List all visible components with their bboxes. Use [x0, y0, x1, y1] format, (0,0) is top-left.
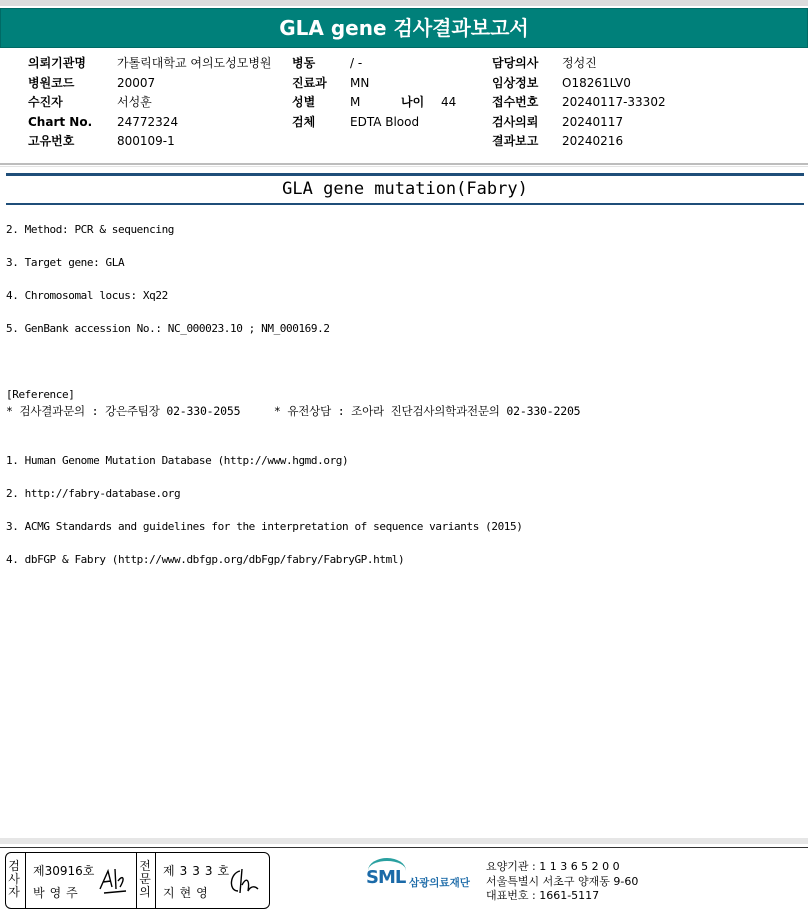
sml-logo	[366, 858, 481, 896]
clinical-value: O18261LV0	[562, 75, 631, 90]
institution-label: 의뢰기관명	[28, 56, 86, 70]
method-line: 2. Method: PCR & sequencing	[6, 222, 175, 236]
tester-license: 제30916호	[33, 864, 95, 878]
reference-item: 3. ACMG Standards and guidelines for the interpretation of sequence variants (2015)	[6, 519, 523, 533]
doctor-label: 담당의사	[492, 56, 539, 70]
age-label: 나이	[401, 95, 425, 109]
info-col-1	[28, 54, 92, 152]
org-address: 서울특별시 서초구 양재동 9-60	[486, 874, 639, 888]
clinical-label: 임상정보	[492, 75, 539, 90]
sex-label: 성별	[292, 95, 316, 109]
header-divider-light	[0, 166, 808, 167]
recipient-value: 서성훈	[117, 95, 152, 109]
reference-heading: [Reference]	[6, 387, 75, 401]
reference-item: 1. Human Genome Mutation Database (http://www.hgmd.org)	[6, 453, 349, 467]
hospital-code-label: 병원코드	[28, 75, 75, 90]
dept-value: MN	[350, 75, 370, 90]
age-value: 44	[441, 95, 457, 109]
recipient-label: 수진자	[28, 95, 63, 109]
institution-value: 가톨릭대학교 여의도성모병원	[117, 56, 272, 70]
contact-line: * 검사결과문의 : 강은주팀장 02-330-2055 * 유전상담 : 조아라 진단검사의학과전문의 02-330-2205	[6, 404, 581, 418]
specialist-name: 지현영	[163, 886, 213, 900]
footer-band	[0, 838, 808, 844]
age-block	[401, 93, 424, 113]
sig-divider	[25, 853, 26, 908]
sig-divider	[136, 853, 137, 908]
footer-info	[486, 860, 638, 904]
tester-signature	[96, 865, 130, 897]
tester-name: 박영주	[33, 886, 83, 900]
header-divider	[0, 163, 808, 165]
reference-item: 2. http://fabry-database.org	[6, 486, 181, 500]
specialist-license: 제333호	[163, 864, 235, 878]
specialist-signature	[226, 865, 262, 897]
report-label: 결과보고	[492, 134, 539, 148]
age-value-block	[441, 93, 456, 113]
sig-divider	[155, 853, 156, 908]
request-value: 20240117	[562, 114, 624, 129]
sex-value: M	[350, 95, 361, 109]
method-line: 5. GenBank accession No.: NC_000023.10 ; NM_000169.2	[6, 321, 330, 335]
report-title: GLA gene 검사결과보고서	[0, 8, 808, 48]
chart-value: 24772324	[117, 114, 179, 129]
logo-org-name: 삼광의료재단	[409, 877, 470, 889]
footer-rule	[0, 847, 808, 848]
method-line: 3. Target gene: GLA	[6, 255, 125, 269]
method-line: 4. Chromosomal locus: Xq22	[6, 288, 168, 302]
specimen-label: 검체	[292, 114, 316, 129]
hospital-code-value: 20007	[117, 75, 156, 90]
report-body	[6, 205, 522, 585]
chart-label: Chart No.	[28, 114, 93, 129]
info-col-2	[292, 54, 327, 132]
reference-item: 4. dbFGP & Fabry (http://www.dbfgp.org/dbFgp/fabry/FabryGP.html)	[6, 552, 405, 566]
info-col-3	[492, 54, 538, 152]
logo-text: SML	[366, 867, 406, 888]
tester-label: 검사자	[8, 859, 20, 899]
receipt-label: 접수번호	[492, 95, 539, 109]
unique-value: 800109-1	[117, 134, 175, 148]
specialist-label: 전문의	[139, 859, 151, 899]
info-col-1-values	[117, 54, 272, 152]
request-label: 검사의뢰	[492, 114, 539, 129]
unique-label: 고유번호	[28, 134, 75, 148]
section-title: GLA gene mutation(Fabry)	[282, 179, 528, 199]
top-border	[0, 0, 808, 6]
dept-label: 진료과	[292, 75, 327, 90]
doctor-value: 정성진	[562, 56, 597, 70]
ward-label: 병동	[292, 56, 316, 70]
signature-box	[5, 852, 270, 909]
specimen-value: EDTA Blood	[350, 114, 420, 129]
org-phone: 대표번호 : 1661-5117	[486, 889, 600, 902]
info-col-3-values	[562, 54, 666, 152]
report-value: 20240216	[562, 134, 624, 148]
ward-value: / -	[350, 56, 363, 70]
receipt-value: 20240117-33302	[562, 95, 666, 109]
care-org-number: 요양기관 : 1 1 3 6 5 2 0 0	[486, 860, 620, 873]
